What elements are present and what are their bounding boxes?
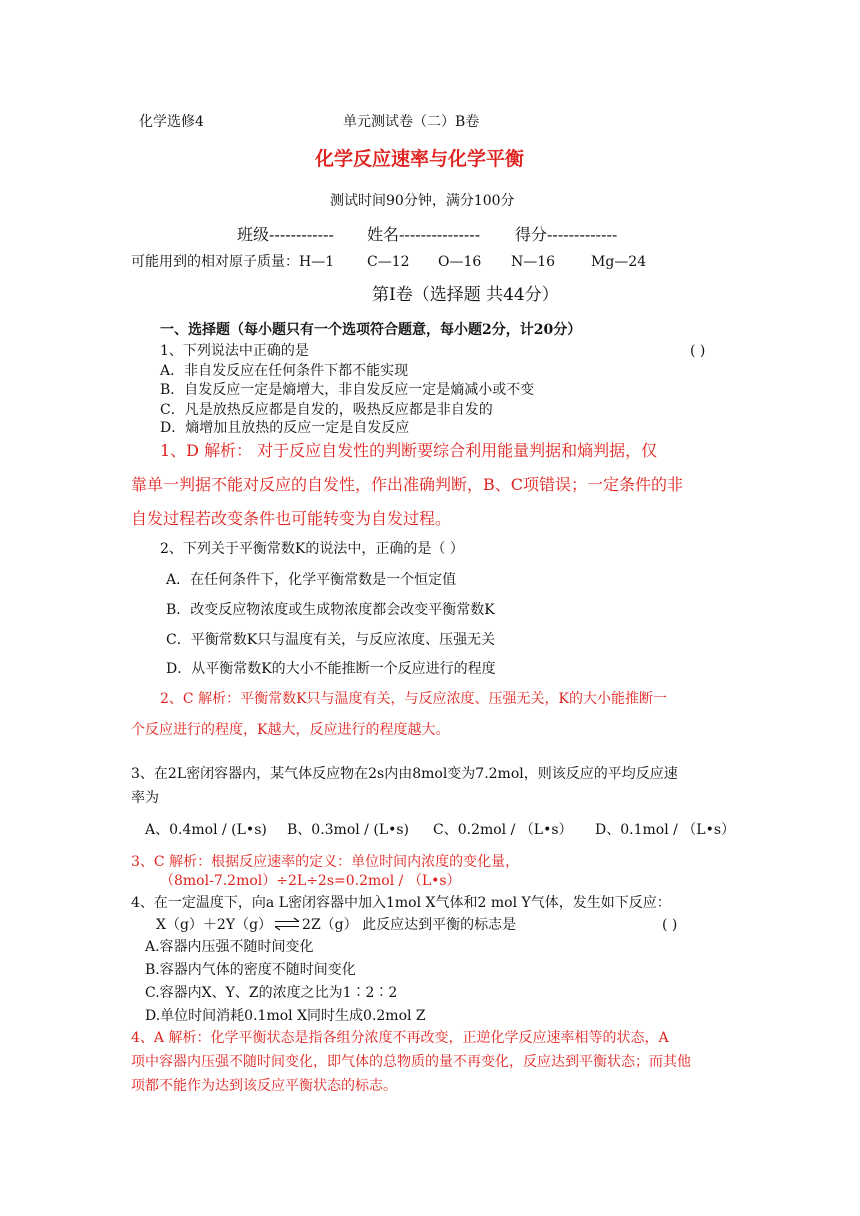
- q1-option-d: D．熵增加且放热的反应一定是自发反应: [160, 420, 410, 436]
- q4-explanation-line2: 项中容器内压强不随时间变化，即气体的总物质的量不再变化，反应达到平衡状态；而其他: [131, 1054, 691, 1070]
- equilibrium-arrow-icon: [274, 917, 300, 931]
- q1-explanation-line2: 靠单一判据不能对反应的自发性，作出准确判断，B、C项错误；一定条件的非: [131, 475, 684, 494]
- q3-explanation-line1: 3、C 解析：根据反应速率的定义：单位时间内浓度的变化量，: [131, 854, 520, 870]
- q4-equation: [156, 916, 516, 934]
- atomic-mass-o: O—16: [438, 254, 482, 270]
- q3-option-a: A、0.4mol / (L•s): [145, 822, 267, 838]
- part1-title: 第Ⅰ卷（选择题 共44分）: [372, 285, 559, 305]
- atomic-mass-n: N—16: [511, 254, 556, 270]
- q4-equation-left: X（g）＋2Y（g）: [156, 917, 273, 933]
- name-field: 姓名---------------: [367, 225, 481, 244]
- q4-option-b: B.容器内气体的密度不随时间变化: [145, 962, 356, 978]
- q4-equation-right: 2Z（g） 此反应达到平衡的标志是: [302, 917, 517, 933]
- q2-explanation-line1: 2、C 解析：平衡常数K只与温度有关，与反应浓度、压强无关，K的大小能推断一: [160, 691, 667, 707]
- q4-answer-paren: ( ): [662, 917, 678, 933]
- q2-explanation-line2: 个反应进行的程度，K越大，反应进行的程度越大。: [131, 722, 450, 738]
- page-title: 化学反应速率与化学平衡: [315, 148, 525, 170]
- q3-stem-line2: 率为: [131, 790, 159, 806]
- score-field: 得分-------------: [515, 225, 618, 244]
- q1-explanation-line1: 1、D 解析： 对于反应自发性的判断要综合利用能量判据和熵判据，仅: [160, 441, 658, 460]
- atomic-mass-label: 可能用到的相对原子质量：H—1: [131, 254, 335, 270]
- q1-answer-paren: ( ): [690, 343, 706, 359]
- q2-option-b: B．改变反应物浓度或生成物浓度都会改变平衡常数K: [166, 602, 495, 618]
- section1-heading: 一、选择题（每小题只有一个选项符合题意，每小题2分，计20分）: [160, 322, 582, 338]
- class-field: 班级------------: [237, 225, 334, 244]
- q1-option-a: A．非自发反应在任何条件下都不能实现: [160, 363, 409, 379]
- q4-option-a: A.容器内压强不随时间变化: [145, 939, 314, 955]
- q4-stem: 4、在一定温度下，向a L密闭容器中加入1mol X气体和2 mol Y气体，发生如下反应：: [131, 895, 671, 911]
- atomic-mass-c: C—12: [367, 254, 410, 270]
- q4-option-d: D.单位时间消耗0.1mol X同时生成0.2mol Z: [145, 1008, 426, 1024]
- q2-option-c: C．平衡常数K只与温度有关，与反应浓度、压强无关: [166, 632, 496, 648]
- course-label: 化学选修4: [139, 114, 204, 130]
- q2-option-a: A．在任何条件下，化学平衡常数是一个恒定值: [166, 572, 457, 588]
- q3-option-b: B、0.3mol / (L•s): [287, 822, 410, 838]
- q1-option-b: B．自发反应一定是熵增大，非自发反应一定是熵减小或不变: [160, 382, 535, 398]
- unit-label: 单元测试卷（二）B卷: [343, 114, 480, 130]
- q2-option-d: D．从平衡常数K的大小不能推断一个反应进行的程度: [166, 661, 496, 677]
- q2-stem: 2、下列关于平衡常数K的说法中，正确的是（ ）: [160, 541, 464, 557]
- q3-option-c: C、0.2mol / （L•s）: [433, 822, 573, 838]
- q3-stem-line1: 3、在2L密闭容器内，某气体反应物在2s内由8mol变为7.2mol，则该反应的平均反应速: [131, 766, 678, 782]
- atomic-mass-mg: Mg—24: [591, 254, 647, 270]
- q4-option-c: C.容器内X、Y、Z的浓度之比为1∶2∶2: [145, 985, 398, 1001]
- q4-explanation-line1: 4、A 解析：化学平衡状态是指各组分浓度不再改变，正逆化学反应速率相等的状态，A: [131, 1030, 669, 1046]
- q1-stem: 1、下列说法中正确的是: [160, 343, 309, 359]
- time-info: 测试时间90分钟，满分100分: [330, 193, 515, 209]
- q3-explanation-line2: （8mol-7.2mol）÷2L÷2s=0.2mol / （L•s）: [160, 873, 461, 889]
- q1-explanation-line3: 自发过程若改变条件也可能转变为自发过程。: [131, 509, 452, 528]
- q1-option-c: C．凡是放热反应都是自发的，吸热反应都是非自发的: [160, 402, 493, 418]
- q3-option-d: D、0.1mol / （L•s）: [595, 822, 736, 838]
- q4-explanation-line3: 项都不能作为达到该反应平衡状态的标志。: [131, 1078, 397, 1094]
